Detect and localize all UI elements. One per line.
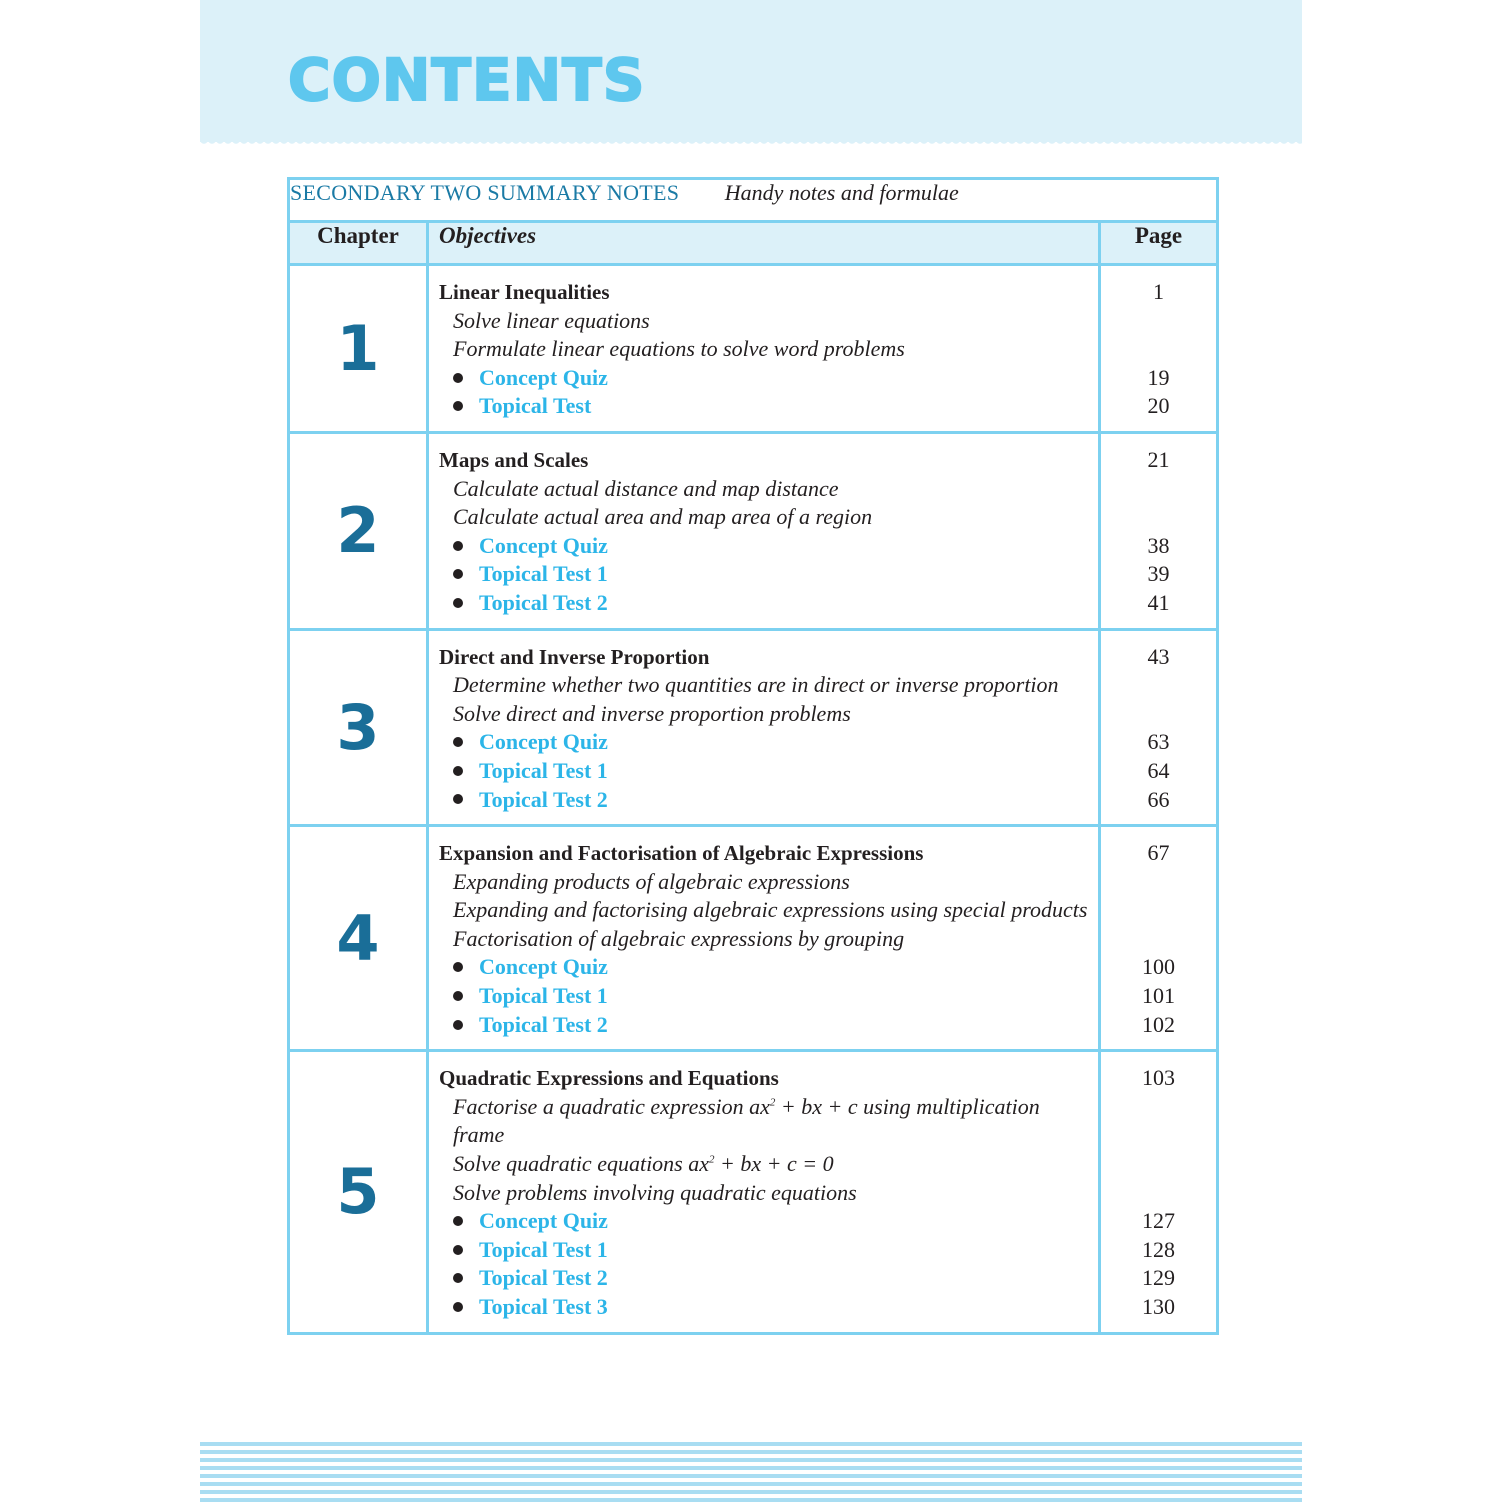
objective: Expanding and factorising algebraic expressions using special products	[453, 897, 1088, 923]
page-spacer	[1101, 671, 1216, 700]
list-item[interactable]	[439, 953, 1088, 982]
bullet-icon	[453, 1302, 463, 1312]
bullet-icon	[453, 737, 463, 747]
page-spacer	[1101, 1093, 1216, 1122]
page-spacer	[1101, 335, 1216, 364]
item-label: Concept Quiz	[479, 1208, 608, 1234]
page-number: 67	[1147, 840, 1170, 866]
list-item[interactable]	[439, 589, 1088, 618]
page-number: 21	[1147, 446, 1170, 472]
page-number: 103	[1142, 1065, 1175, 1091]
topic-title[interactable]: Direct and Inverse Proportion	[439, 644, 710, 669]
objective: Factorisation of algebraic expressions by grouping	[453, 925, 905, 951]
list-item[interactable]	[439, 392, 1088, 421]
summary-row	[289, 179, 1218, 222]
list-item[interactable]	[439, 1293, 1088, 1322]
page-number: 39	[1147, 561, 1170, 587]
page-spacer	[1101, 1121, 1216, 1150]
bullet-icon	[453, 541, 463, 551]
chapter-row-2	[289, 432, 1218, 629]
objectives-cell	[428, 629, 1100, 826]
chapter-row-5	[289, 1051, 1218, 1333]
exponent: 2	[709, 1153, 715, 1166]
bullet-icon	[453, 962, 463, 972]
objective: Solve problems involving quadratic equations	[453, 1179, 857, 1205]
chapter-row-4	[289, 826, 1218, 1051]
topic-title[interactable]: Maps and Scales	[439, 447, 589, 472]
objective	[439, 1150, 1088, 1179]
summary-title[interactable]: SECONDARY TWO SUMMARY NOTES	[290, 180, 680, 205]
page-spacer	[1101, 868, 1216, 897]
objectives-cell	[428, 1051, 1100, 1333]
book-page	[200, 0, 1302, 1502]
objective: Calculate actual area and map area of a region	[453, 504, 873, 530]
objective-text: Solve quadratic equations ax	[453, 1151, 710, 1177]
bullet-icon	[453, 1245, 463, 1255]
bullet-icon	[453, 1020, 463, 1030]
page-number: 128	[1142, 1236, 1175, 1262]
chapter-column-header: Chapter	[289, 222, 428, 265]
bullet-icon	[453, 401, 463, 411]
chapter-row-3	[289, 629, 1218, 826]
item-label: Concept Quiz	[479, 954, 608, 980]
summary-subtitle: Handy notes and formulae	[724, 180, 959, 205]
objectives-cell	[428, 432, 1100, 629]
chapter-number: 1	[289, 265, 428, 433]
list-item[interactable]	[439, 786, 1088, 815]
bullet-icon	[453, 598, 463, 608]
objective-text: + bx + c = 0	[714, 1151, 834, 1177]
list-item[interactable]	[439, 757, 1088, 786]
list-item[interactable]	[439, 982, 1088, 1011]
page-number: 102	[1142, 1011, 1175, 1037]
objectives-cell	[428, 826, 1100, 1051]
wavy-edge	[200, 140, 1302, 148]
footer-stripes	[200, 1442, 1302, 1502]
page-number: 127	[1142, 1208, 1175, 1234]
list-item[interactable]	[439, 1011, 1088, 1040]
page-number: 41	[1147, 589, 1170, 615]
page-spacer	[1101, 896, 1216, 925]
chapter-number: 4	[289, 826, 428, 1051]
list-item[interactable]	[439, 1207, 1088, 1236]
item-label: Concept Quiz	[479, 532, 608, 558]
objective: Calculate actual distance and map distance	[453, 475, 839, 501]
item-label: Concept Quiz	[479, 364, 608, 390]
item-label: Topical Test 1	[479, 1236, 608, 1262]
page-spacer	[1101, 475, 1216, 504]
page-number: 100	[1142, 954, 1175, 980]
page-title: CONTENTS	[288, 46, 646, 114]
page-number: 43	[1147, 643, 1170, 669]
chapter-number: 3	[289, 629, 428, 826]
bullet-icon	[453, 373, 463, 383]
objective: Expanding products of algebraic expressions	[453, 868, 850, 894]
header-band	[200, 0, 1302, 142]
chapter-number: 2	[289, 432, 428, 629]
item-label: Topical Test	[479, 393, 592, 419]
page-number: 19	[1147, 364, 1170, 390]
bullet-icon	[453, 1273, 463, 1283]
page-cell	[1100, 1051, 1218, 1333]
chapter-number: 5	[289, 1051, 428, 1333]
bullet-icon	[453, 766, 463, 776]
page-cell	[1100, 432, 1218, 629]
objective: Determine whether two quantities are in direct or inverse proportion	[453, 672, 1059, 698]
contents-table	[287, 177, 1219, 1335]
item-label: Topical Test 3	[479, 1294, 608, 1319]
page-number: 129	[1142, 1265, 1175, 1291]
item-label: Topical Test 2	[479, 1011, 608, 1037]
page-number: 38	[1147, 532, 1170, 558]
page-spacer	[1101, 1150, 1216, 1179]
item-label: Topical Test 1	[479, 561, 608, 587]
list-item[interactable]	[439, 1264, 1088, 1293]
page-spacer	[1101, 307, 1216, 336]
item-label: Topical Test 2	[479, 1265, 608, 1291]
objective-text: Factorise a quadratic expression ax	[453, 1093, 770, 1119]
table-header-row	[289, 222, 1218, 265]
bullet-icon	[453, 1216, 463, 1226]
objective: Solve direct and inverse proportion problems	[453, 700, 851, 726]
page-number: 66	[1147, 786, 1170, 812]
bullet-icon	[453, 991, 463, 1001]
page-cell	[1100, 265, 1218, 433]
list-item[interactable]	[439, 364, 1088, 393]
objectives-cell	[428, 265, 1100, 433]
exponent: 2	[769, 1096, 776, 1109]
page-spacer	[1101, 700, 1216, 729]
objective: Solve linear equations	[453, 307, 650, 333]
bullet-icon	[453, 794, 463, 804]
item-label: Topical Test 1	[479, 757, 608, 783]
objective	[439, 1093, 1088, 1122]
page-number: 130	[1142, 1294, 1175, 1319]
page-number: 63	[1147, 729, 1170, 755]
topic-title[interactable]: Expansion and Factorisation of Algebraic Expressions	[439, 841, 924, 866]
page-number: 1	[1153, 279, 1164, 304]
list-item[interactable]	[439, 532, 1088, 561]
item-label: Concept Quiz	[479, 729, 608, 755]
item-label: Topical Test 2	[479, 589, 608, 615]
list-item[interactable]	[439, 728, 1088, 757]
page-spacer	[1101, 503, 1216, 532]
item-label: Topical Test 1	[479, 983, 608, 1009]
bullet-icon	[453, 569, 463, 579]
topic-title[interactable]: Linear Inequalities	[439, 280, 610, 304]
objective: frame	[453, 1122, 505, 1148]
topic-title[interactable]: Quadratic Expressions and Equations	[439, 1066, 779, 1091]
chapter-row-1	[289, 265, 1218, 433]
page-column-header: Page	[1100, 222, 1218, 265]
page-spacer	[1101, 1179, 1216, 1208]
item-label: Topical Test 2	[479, 786, 608, 812]
page-number: 20	[1147, 393, 1170, 419]
list-item[interactable]	[439, 560, 1088, 589]
objective-text: + bx + c using multiplication	[775, 1093, 1040, 1119]
page-cell	[1100, 826, 1218, 1051]
page-number: 101	[1142, 983, 1175, 1009]
objectives-column-header: Objectives	[428, 222, 1100, 265]
page-number: 64	[1147, 757, 1170, 783]
list-item[interactable]	[439, 1236, 1088, 1265]
page-cell	[1100, 629, 1218, 826]
page-spacer	[1101, 925, 1216, 954]
objective: Formulate linear equations to solve word problems	[453, 336, 905, 362]
